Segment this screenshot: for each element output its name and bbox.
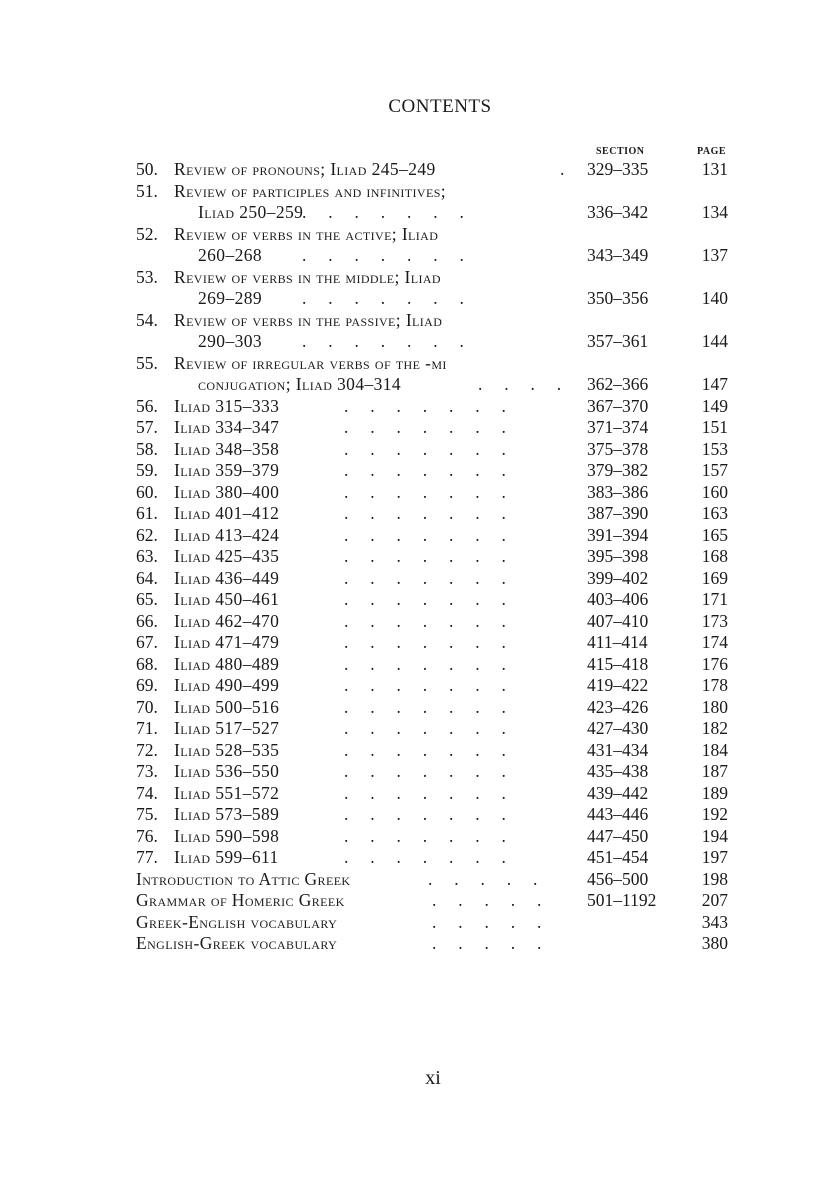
entry-number: 75. [136, 804, 158, 824]
toc-entry [136, 416, 279, 438]
toc-entry [136, 631, 279, 653]
toc-entry [136, 545, 279, 567]
toc-entry [136, 481, 279, 503]
entry-page: 153 [701, 438, 728, 459]
entry-section: 501–1192 [587, 890, 657, 910]
leader-dots: . . . . . . . [344, 524, 506, 545]
entry-page: 189 [701, 782, 728, 803]
toc-entry [136, 524, 279, 546]
entry-title: Iliad 315–333 [174, 395, 280, 416]
entry-section: 435–438 [587, 761, 649, 781]
entry-page: 131 [701, 159, 728, 179]
entry-number: 61. [136, 503, 158, 523]
entry-section: 383–386 [587, 481, 649, 502]
page-number: xi [425, 1067, 441, 1089]
leader-dots: . . . . . . . [344, 546, 506, 566]
entry-section: 357–361 [587, 331, 649, 351]
leader-dots: . [560, 159, 565, 179]
entry-page: 144 [701, 331, 728, 351]
entry-number: 74. [136, 782, 158, 803]
leader-dots: . . . . . . . [344, 782, 506, 803]
entry-page: 178 [701, 675, 728, 695]
toc-entry [136, 739, 279, 761]
leader-dots: . . . . . . . [344, 503, 506, 523]
entry-page: 140 [701, 288, 728, 308]
entry-number: 67. [136, 632, 158, 652]
entry-title: Review of verbs in the passive; Iliad [174, 309, 443, 330]
page-title: CONTENTS [388, 96, 492, 117]
entry-page: 169 [701, 567, 728, 588]
entry-page: 168 [701, 546, 728, 566]
entry-number: 60. [136, 481, 158, 502]
entry-page: 174 [701, 632, 728, 652]
entry-title-continued: 269–289 [198, 288, 263, 308]
leader-dots: . . . . . . . [344, 567, 506, 588]
entry-page: 187 [701, 761, 728, 781]
entry-number: 70. [136, 696, 158, 717]
entry-page: 173 [701, 610, 728, 631]
leader-dots: . . . . . . . [302, 288, 464, 308]
toc-entry-line [136, 309, 442, 331]
entry-section: 343–349 [587, 245, 649, 265]
entry-section: 403–406 [587, 589, 649, 609]
entry-section: 447–450 [587, 825, 649, 846]
toc-entry [136, 889, 345, 911]
entry-section: 367–370 [587, 395, 649, 416]
entry-page: 182 [701, 718, 728, 738]
toc-entry [136, 803, 279, 825]
leader-dots: . . . . . . . [344, 761, 506, 781]
entry-title: Review of participles and infinitives; [174, 180, 447, 201]
entry-number: 69. [136, 675, 158, 695]
leader-dots: . . . . . . . [302, 245, 464, 265]
entry-page: 137 [701, 245, 728, 265]
entry-title: Grammar of Homeric Greek [136, 890, 345, 910]
page-column-header: PAGE [697, 146, 727, 157]
leader-dots: . . . . . . . [344, 718, 506, 738]
entry-title: Review of verbs in the active; Iliad [174, 223, 439, 244]
entry-title-continued: conjugation; Iliad 304–314 [198, 374, 402, 394]
leader-dots: . . . . . [432, 933, 542, 953]
entry-title: Iliad 517–527 [174, 718, 280, 738]
entry-page: 171 [701, 589, 728, 609]
entry-number: 57. [136, 417, 158, 437]
toc-entry-line [136, 180, 446, 202]
entry-page: 151 [701, 417, 728, 437]
entry-number: 76. [136, 825, 158, 846]
entry-section: 371–374 [587, 417, 649, 437]
leader-dots: . . . . [478, 374, 562, 394]
toc-entry [136, 438, 279, 460]
leader-dots: . . . . . . . [344, 460, 506, 480]
leader-dots: . . . . . . . [302, 331, 464, 351]
entry-section: 419–422 [587, 675, 649, 695]
leader-dots: . . . . . . . [344, 804, 506, 824]
entry-title: Iliad 551–572 [174, 782, 280, 803]
entry-number: 71. [136, 718, 158, 738]
entry-page: 197 [701, 847, 728, 867]
entry-page: 163 [701, 503, 728, 523]
entry-title: Iliad 462–470 [174, 610, 280, 631]
entry-title: Introduction to Attic Greek [136, 868, 351, 889]
leader-dots: . . . . . . . [344, 610, 506, 631]
leader-dots: . . . . . [432, 911, 542, 932]
leader-dots: . . . . . . . [344, 395, 506, 416]
toc-entry [136, 868, 351, 890]
leader-dots: . . . . . . . [344, 589, 506, 609]
entry-number: 66. [136, 610, 158, 631]
leader-dots: . . . . . . . [344, 481, 506, 502]
entry-number: 58. [136, 438, 158, 459]
entry-page: 134 [701, 202, 728, 222]
entry-number: 54. [136, 309, 158, 330]
leader-dots: . . . . . . . [344, 739, 506, 760]
entry-page: 176 [701, 653, 728, 674]
entry-title: Iliad 471–479 [174, 632, 280, 652]
toc-entry [136, 588, 279, 610]
entry-section: 407–410 [587, 610, 649, 631]
entry-section: 439–442 [587, 782, 649, 803]
entry-title: Iliad 436–449 [174, 567, 280, 588]
leader-dots: . . . . . . . [344, 675, 506, 695]
entry-page: 180 [701, 696, 728, 717]
entry-number: 72. [136, 739, 158, 760]
toc-entry [136, 932, 337, 954]
entry-page: 184 [701, 739, 728, 760]
leader-dots: . . . . . . . [344, 825, 506, 846]
toc-entry-line [136, 223, 438, 245]
toc-entry [136, 395, 279, 417]
entry-title-continued: Iliad 250–259 [198, 202, 304, 222]
toc-entry [136, 502, 279, 524]
entry-number: 68. [136, 653, 158, 674]
section-column-header: SECTION [596, 146, 645, 157]
entry-title: Iliad 425–435 [174, 546, 280, 566]
entry-section: 336–342 [587, 202, 649, 222]
entry-title: Iliad 590–598 [174, 825, 280, 846]
entry-page: 194 [701, 825, 728, 846]
toc-entry [136, 567, 279, 589]
toc-entry [136, 760, 279, 782]
entry-section: 411–414 [587, 632, 648, 652]
toc-entry [136, 782, 279, 804]
entry-title: Iliad 359–379 [174, 460, 280, 480]
entry-title: Iliad 573–589 [174, 804, 280, 824]
entry-title: Greek-English vocabulary [136, 911, 338, 932]
leader-dots: . . . . . . . [344, 438, 506, 459]
entry-title: Review of pronouns; Iliad 245–249 [174, 159, 436, 179]
entry-number: 59. [136, 460, 158, 480]
toc-entry [136, 717, 279, 739]
entry-section: 391–394 [587, 524, 649, 545]
leader-dots: . . . . . . . [344, 632, 506, 652]
entry-section: 362–366 [587, 374, 649, 394]
entry-number: 64. [136, 567, 158, 588]
entry-title-continued: 290–303 [198, 331, 263, 351]
entry-section: 427–430 [587, 718, 649, 738]
entry-number: 52. [136, 223, 158, 244]
entry-section: 329–335 [587, 159, 649, 179]
entry-number: 55. [136, 352, 158, 373]
leader-dots: . . . . . . . [344, 696, 506, 717]
entry-section: 443–446 [587, 804, 649, 824]
entry-page: 149 [701, 395, 728, 416]
entry-section: 399–402 [587, 567, 649, 588]
leader-dots: . . . . . . . [302, 202, 464, 222]
toc-entry [136, 825, 279, 847]
entry-title: Iliad 348–358 [174, 438, 280, 459]
entry-section: 379–382 [587, 460, 649, 480]
entry-number: 65. [136, 589, 158, 609]
entry-title: Iliad 500–516 [174, 696, 280, 717]
entry-section: 350–356 [587, 288, 649, 308]
entry-section: 451–454 [587, 847, 649, 867]
entry-number: 56. [136, 395, 158, 416]
toc-entry [136, 674, 279, 696]
entry-section: 456–500 [587, 868, 649, 889]
entry-page: 160 [701, 481, 728, 502]
entry-page: 192 [701, 804, 728, 824]
leader-dots: . . . . . [428, 868, 538, 889]
entry-title: Review of irregular verbs of the -μι [174, 352, 447, 373]
entry-section: 387–390 [587, 503, 649, 523]
entry-title: Iliad 450–461 [174, 589, 280, 609]
toc-entry-line [136, 266, 441, 288]
entry-section: 395–398 [587, 546, 649, 566]
leader-dots: . . . . . . . [344, 417, 506, 437]
entry-section: 415–418 [587, 653, 649, 674]
entry-page: 207 [701, 890, 728, 910]
toc-entry [136, 610, 279, 632]
toc-entry [136, 158, 436, 180]
toc-entry [136, 459, 279, 481]
entry-title: Iliad 334–347 [174, 417, 280, 437]
leader-dots: . . . . . . . [344, 847, 506, 867]
entry-page: 198 [701, 868, 728, 889]
entry-number: 51. [136, 180, 158, 201]
toc-entry [136, 653, 279, 675]
entry-title-continued: 260–268 [198, 245, 263, 265]
entry-number: 63. [136, 546, 158, 566]
entry-number: 50. [136, 159, 158, 179]
entry-page: 165 [701, 524, 728, 545]
entry-title: Iliad 599–611 [174, 847, 279, 867]
entry-page: 343 [701, 911, 728, 932]
entry-title: Iliad 380–400 [174, 481, 280, 502]
entry-section: 375–378 [587, 438, 649, 459]
entry-number: 73. [136, 761, 158, 781]
toc-entry-line [136, 352, 447, 374]
entry-title: Iliad 490–499 [174, 675, 280, 695]
entry-number: 77. [136, 847, 158, 867]
entry-title: Review of verbs in the middle; Iliad [174, 266, 441, 287]
entry-page: 147 [701, 374, 728, 394]
entry-number: 53. [136, 266, 158, 287]
entry-title: Iliad 536–550 [174, 761, 280, 781]
entry-page: 157 [701, 460, 728, 480]
entry-page: 380 [701, 933, 728, 953]
entry-title: Iliad 528–535 [174, 739, 280, 760]
entry-section: 431–434 [587, 739, 649, 760]
entry-title: Iliad 480–489 [174, 653, 280, 674]
toc-entry [136, 696, 279, 718]
entry-section: 423–426 [587, 696, 649, 717]
toc-entry [136, 911, 337, 933]
leader-dots: . . . . . . . [344, 653, 506, 674]
entry-title: English-Greek vocabulary [136, 933, 338, 953]
entry-number: 62. [136, 524, 158, 545]
entry-title: Iliad 413–424 [174, 524, 280, 545]
leader-dots: . . . . . [432, 890, 542, 910]
entry-title: Iliad 401–412 [174, 503, 280, 523]
toc-entry [136, 846, 279, 868]
